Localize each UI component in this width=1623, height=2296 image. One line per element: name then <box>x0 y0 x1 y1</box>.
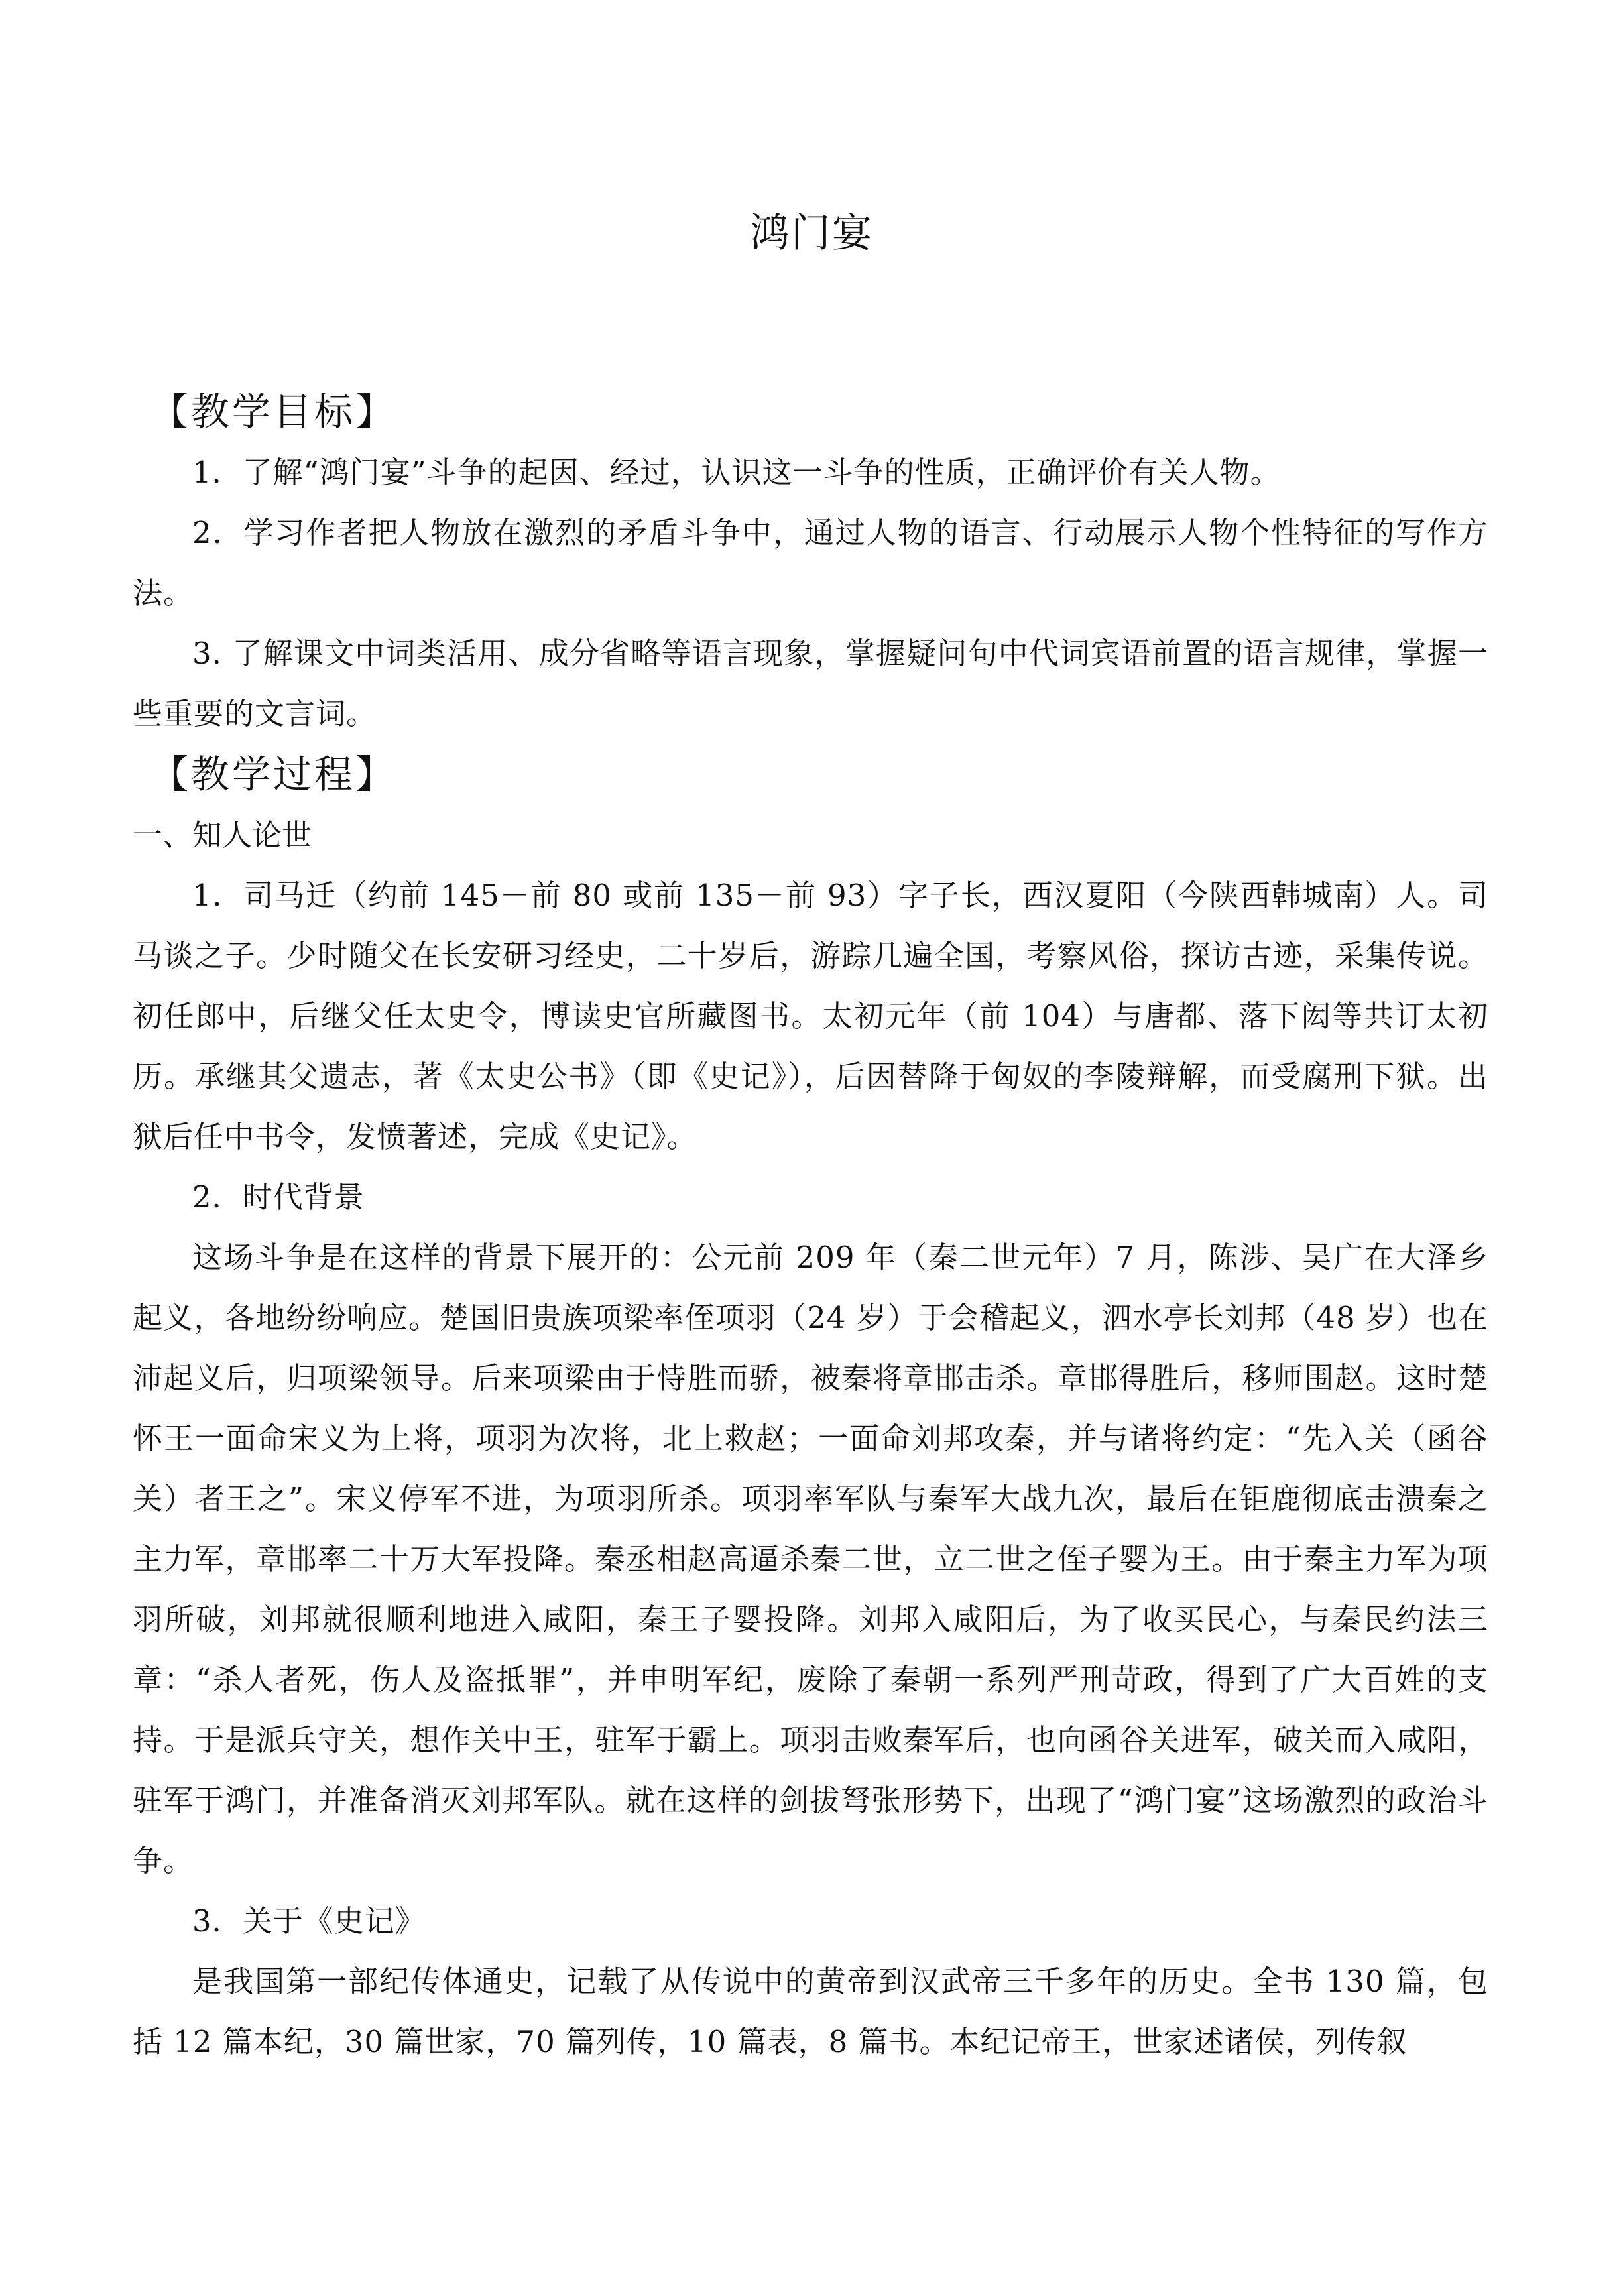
objective-item-3: 3. 了解课文中词类活用、成分省略等语言现象，掌握疑问句中代词宾语前置的语言规律，掌握一些重要的文言词。 <box>133 636 1488 731</box>
item-2-heading: 2．时代背景 <box>192 1179 365 1215</box>
item-1-author-paragraph: 1．司马迁（约前 145－前 80 或前 135－前 93）字子长，西汉夏阳（今陕西韩城南）人。司马谈之子。少时随父在长安研习经史，二十岁后，游踪几遍全国，考察风俗，探访古迹，采集传说。初任郎中，后继父任太史令，博读史官所藏图书。太初元年（前 104）与唐都、落下闳等共订太初历。承继其父遗志，著《太史公书》（即《史记》），后因替降于匈奴的李陵辩解，而受腐刑下狱。出狱后任中书令，发愤著述，完成《史记》。 <box>133 878 1488 1154</box>
objective-item-1: 1．了解“鸿门宴”斗争的起因、经过，认识这一斗争的性质，正确评价有关人物。 <box>192 455 1281 490</box>
document-body <box>133 381 1488 2072</box>
objective-item-2: 2．学习作者把人物放在激烈的矛盾斗争中，通过人物的语言、行动展示人物个性特征的写作方法。 <box>133 515 1488 611</box>
process-heading: 【教学过程】 <box>150 752 397 797</box>
item-3-shiji-paragraph: 是我国第一部纪传体通史，记载了从传说中的黄帝到汉武帝三千多年的历史。全书 130 篇，包括 12 篇本纪，30 篇世家，70 篇列传，10 篇表，8 篇书。本纪记帝王，世家述诸侯，列传叙 <box>133 1964 1488 2059</box>
objectives-heading: 【教学目标】 <box>150 389 397 434</box>
item-2-background-paragraph: 这场斗争是在这样的背景下展开的：公元前 209 年（秦二世元年）7 月，陈涉、吴广在大泽乡起义，各地纷纷响应。楚国旧贵族项梁率侄项羽（24 岁）于会稽起义，泗水亭长刘邦（48 岁）也在沛起义后，归项梁领导。后来项梁由于恃胜而骄，被秦将章邯击杀。章邯得胜后，移师围赵。这时楚怀王一面命宋义为上将，项羽为次将，北上救赵；一面命刘邦攻秦，并与诸将约定：“先入关（函谷关）者王之”。宋义停军不进，为项羽所杀。项羽率军队与秦军大战九次，最后在钜鹿彻底击溃秦之主力军，章邯率二十万大军投降。秦丞相赵高逼杀秦二世，立二世之侄子婴为王。由于秦主力军为项羽所破，刘邦就很顺利地进入咸阳，秦王子婴投降。刘邦入咸阳后，为了收买民心，与秦民约法三章：“杀人者死，伤人及盗抵罪”，并申明军纪，废除了秦朝一系列严刑苛政，得到了广大百姓的支持。于是派兵守关，想作关中王，驻军于霸上。项羽击败秦军后，也向函谷关进军，破关而入咸阳，驻军于鸿门，并准备消灭刘邦军队。就在这样的剑拔弩张形势下，出现了“鸿门宴”这场激烈的政治斗争。 <box>133 1240 1488 1878</box>
item-3-heading: 3．关于《史记》 <box>192 1903 426 1939</box>
part-one-heading: 一、知人论世 <box>133 817 312 853</box>
document-title: 鸿门宴 <box>750 210 873 257</box>
